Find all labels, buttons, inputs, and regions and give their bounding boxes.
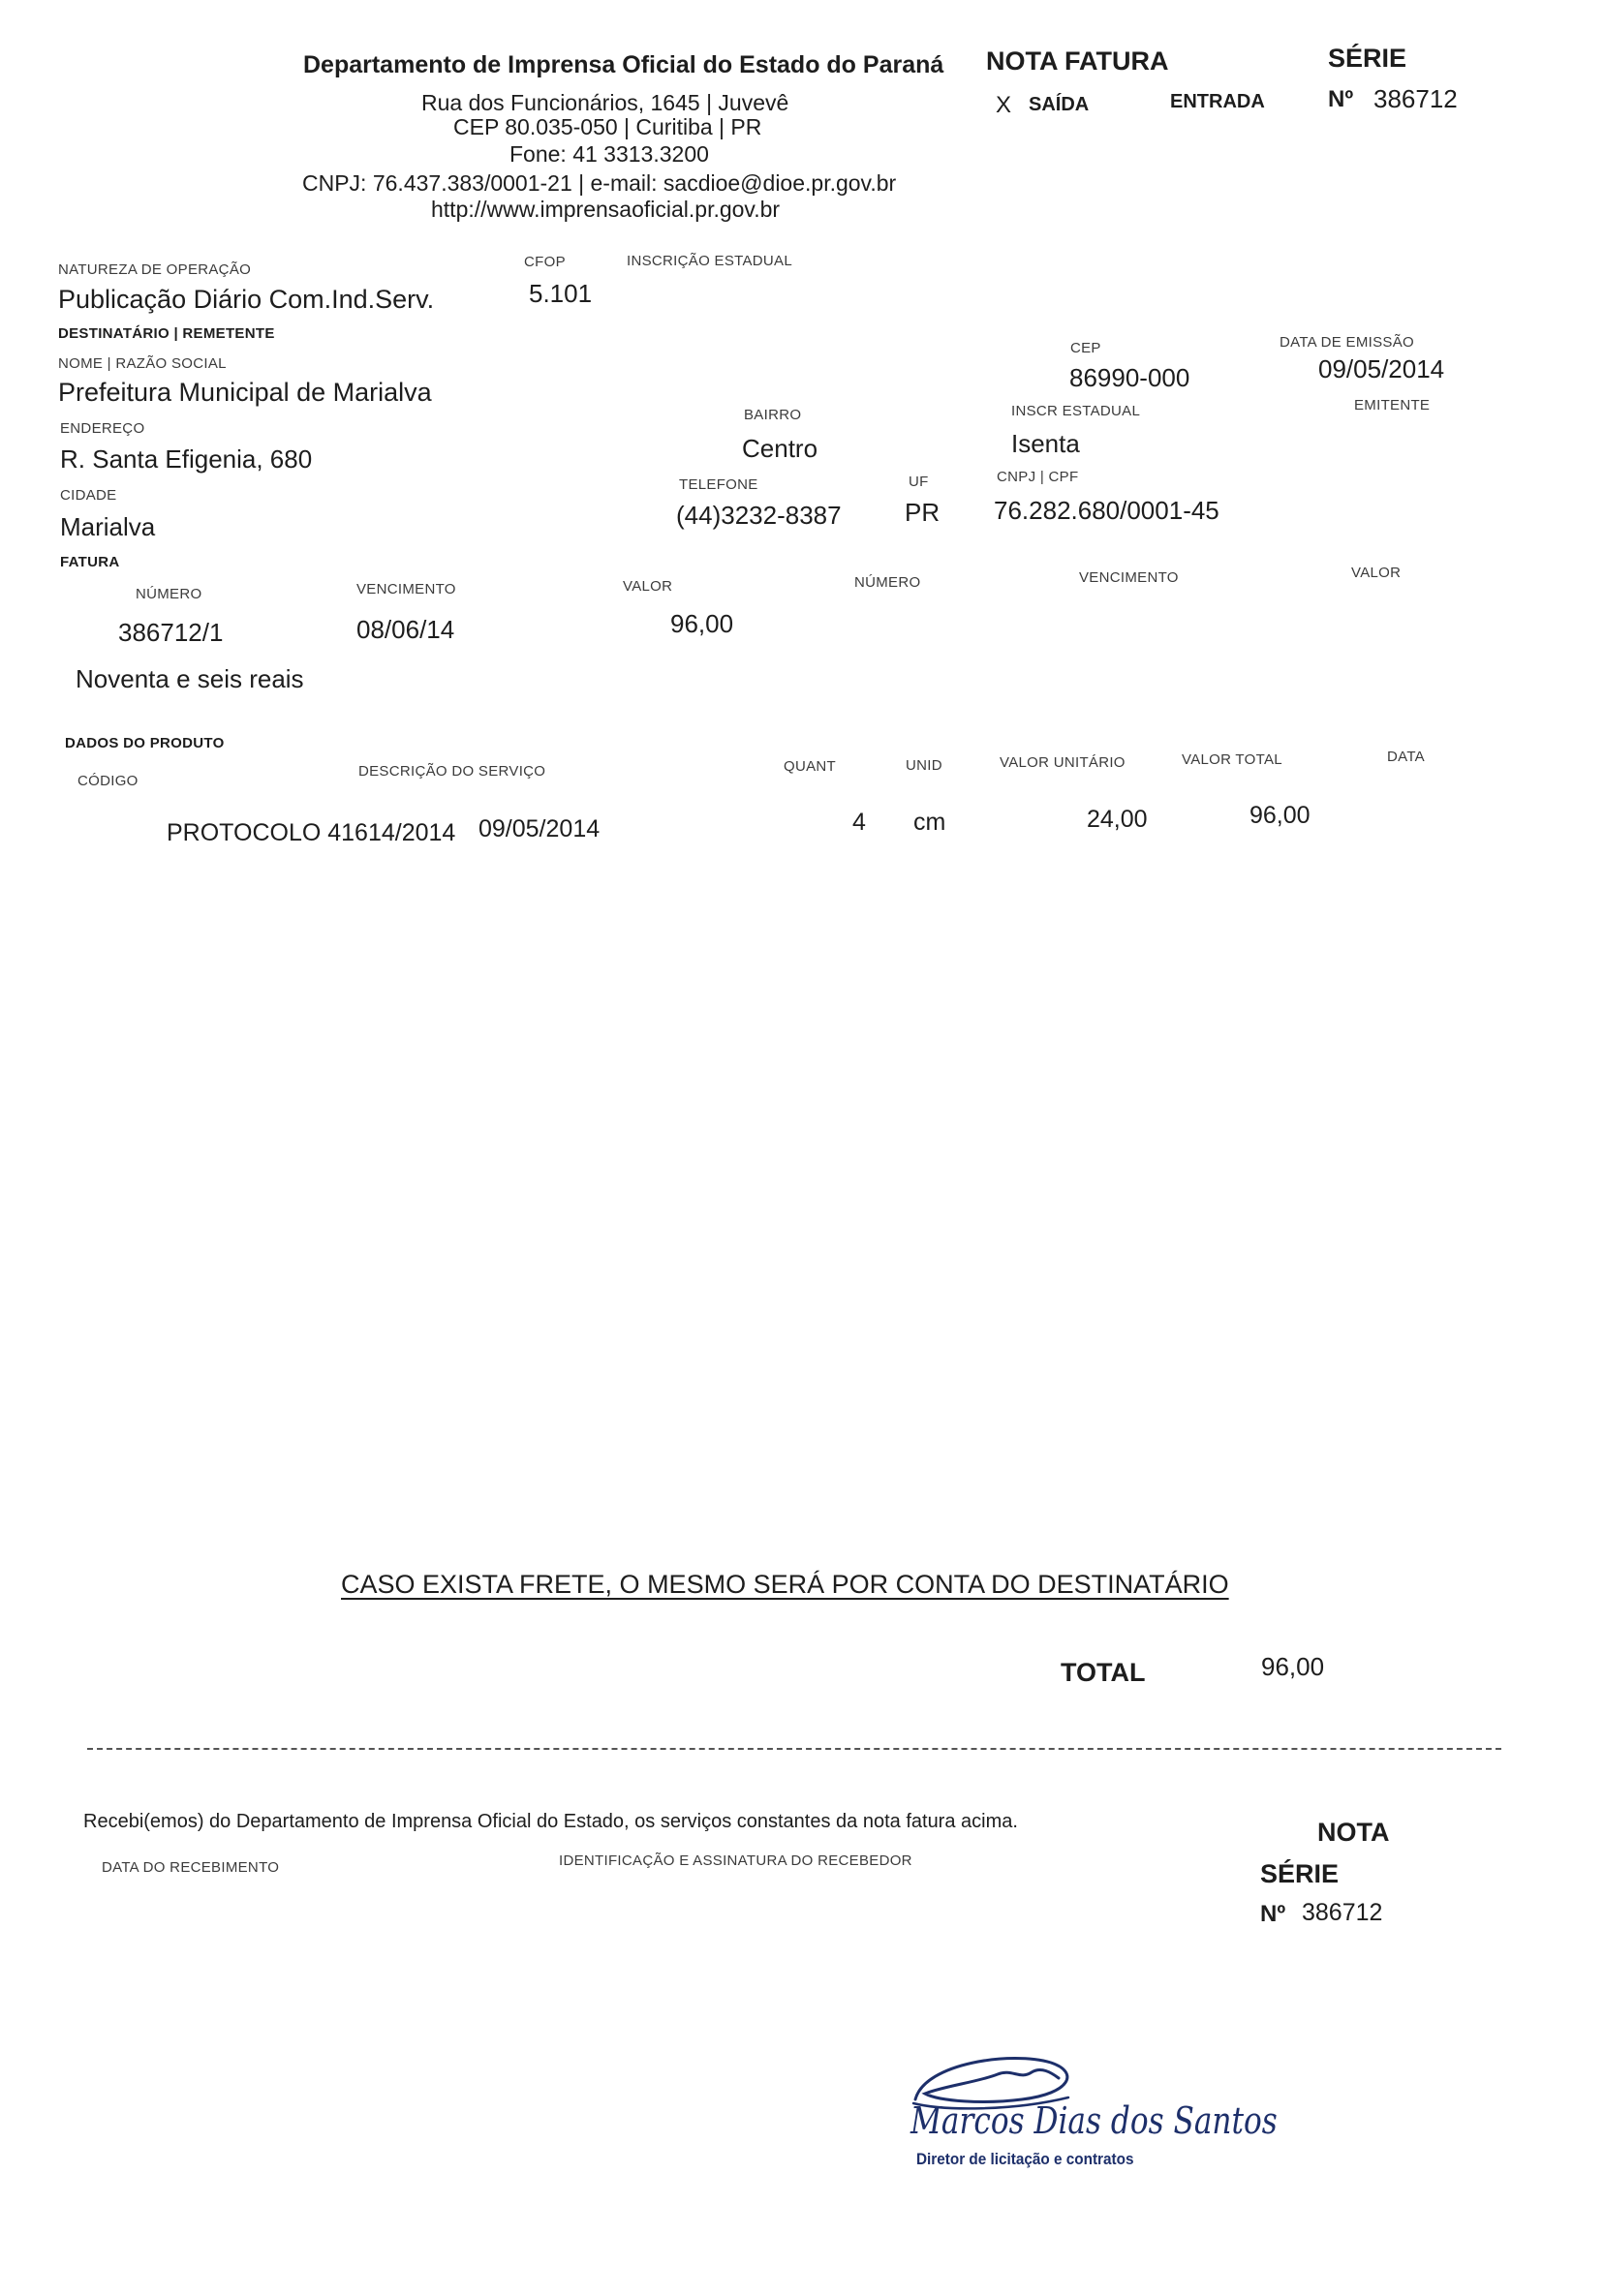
total-label: TOTAL [1061,1658,1146,1687]
total-value: 96,00 [1261,1652,1325,1681]
recipient-section-label: DESTINATÁRIO | REMETENTE [58,325,275,342]
col-unid: UNID [906,757,942,774]
entrada-label: ENTRADA [1170,91,1265,112]
row-data-protocolo: 09/05/2014 [478,815,601,842]
signature-role: Diretor de licitação e contratos [916,2150,1134,2168]
receipt-serie-label: SÉRIE [1260,1859,1340,1888]
cidade-label: CIDADE [60,487,117,504]
fatura-numero-value: 386712/1 [118,618,224,647]
receipt-data-label: DATA DO RECEBIMENTO [102,1859,280,1876]
fatura-numero-label: NÚMERO [136,586,202,602]
uf-value: PR [905,498,941,527]
row-valor-total: 96,00 [1249,802,1311,829]
frete-note: CASO EXISTA FRETE, O MESMO SERÁ POR CONTA DO DESTINATÁRIO [341,1570,1229,1599]
cep-value: 86990-000 [1069,363,1190,392]
bairro-value: Centro [742,434,818,463]
fatura-section-label: FATURA [60,554,120,570]
fatura-vencimento-value: 08/06/14 [356,615,455,644]
cnpj-cpf-label: CNPJ | CPF [997,469,1079,485]
natureza-value: Publicação Diário Com.Ind.Serv. [58,285,435,314]
cidade-value: Marialva [60,512,156,541]
saida-mark: X [996,92,1012,118]
uf-label: UF [909,474,929,490]
signature-name: Marcos Dias dos Santos [910,2099,1278,2142]
row-valor-unitario: 24,00 [1087,806,1148,833]
fatura-valor-label-2: VALOR [1351,565,1402,581]
endereco-value: R. Santa Efigenia, 680 [60,444,313,474]
row-descricao: PROTOCOLO 41614/2014 [167,819,456,846]
saida-label: SAÍDA [1029,94,1090,115]
receipt-assinatura-label: IDENTIFICAÇÃO E ASSINATURA DO RECEBEDOR [559,1852,912,1869]
serie-number: 386712 [1373,84,1458,113]
receipt-nota-label: NOTA [1317,1818,1390,1847]
inscricao-label: INSCRIÇÃO ESTADUAL [627,253,792,269]
fatura-valor-value: 96,00 [670,609,734,638]
telefone-value: (44)3232-8387 [676,501,842,530]
endereco-label: ENDEREÇO [60,420,145,437]
inscr-estadual-value: Isenta [1011,429,1080,458]
nome-label: NOME | RAZÃO SOCIAL [58,355,227,372]
cut-line [87,1748,1501,1750]
fatura-vencimento-label-2: VENCIMENTO [1079,569,1179,586]
row-quant: 4 [852,809,866,836]
produto-section-label: DADOS DO PRODUTO [65,735,225,751]
col-valor-total: VALOR TOTAL [1182,751,1282,768]
fatura-extenso: Noventa e seis reais [76,664,304,693]
issuer-cnpj-email: CNPJ: 76.437.383/0001-21 | e-mail: sacdioe@dioe.pr.gov.br [302,170,897,196]
doc-type-title: NOTA FATURA [986,46,1169,76]
receipt-number-label: Nº [1260,1901,1286,1927]
emitente-label: EMITENTE [1354,397,1431,413]
fatura-numero-label-2: NÚMERO [854,574,921,591]
serie-label: SÉRIE [1328,44,1407,73]
issuer-name: Departamento de Imprensa Oficial do Estado do Paraná [303,51,944,78]
inscr-estadual-label: INSCR ESTADUAL [1011,403,1141,419]
issuer-website: http://www.imprensaoficial.pr.gov.br [431,197,781,222]
issuer-cep-city: CEP 80.035-050 | Curitiba | PR [453,114,762,139]
col-codigo: CÓDIGO [77,773,139,789]
cfop-value: 5.101 [529,279,593,308]
bairro-label: BAIRRO [744,407,802,423]
natureza-label: NATUREZA DE OPERAÇÃO [58,261,252,278]
serie-number-label: Nº [1328,86,1354,112]
col-data: DATA [1387,749,1425,765]
nome-value: Prefeitura Municipal de Marialva [58,378,432,407]
fatura-vencimento-label: VENCIMENTO [356,581,456,597]
cfop-label: CFOP [524,254,566,270]
col-quant: QUANT [784,758,836,775]
receipt-text: Recebi(emos) do Departamento de Imprensa Oficial do Estado, os serviços constantes da nota fatura acima. [83,1811,1018,1832]
telefone-label: TELEFONE [679,476,758,493]
cep-label: CEP [1070,340,1101,356]
row-unid: cm [913,809,946,836]
col-descricao: DESCRIÇÃO DO SERVIÇO [358,763,546,780]
data-emissao-label: DATA DE EMISSÃO [1280,334,1414,351]
data-emissao-value: 09/05/2014 [1318,354,1445,383]
receipt-number: 386712 [1302,1899,1383,1926]
fatura-valor-label: VALOR [623,578,673,595]
cnpj-cpf-value: 76.282.680/0001-45 [994,496,1219,525]
issuer-address: Rua dos Funcionários, 1645 | Juvevê [421,90,789,115]
issuer-phone: Fone: 41 3313.3200 [509,141,709,167]
col-valor-unitario: VALOR UNITÁRIO [1000,754,1126,771]
